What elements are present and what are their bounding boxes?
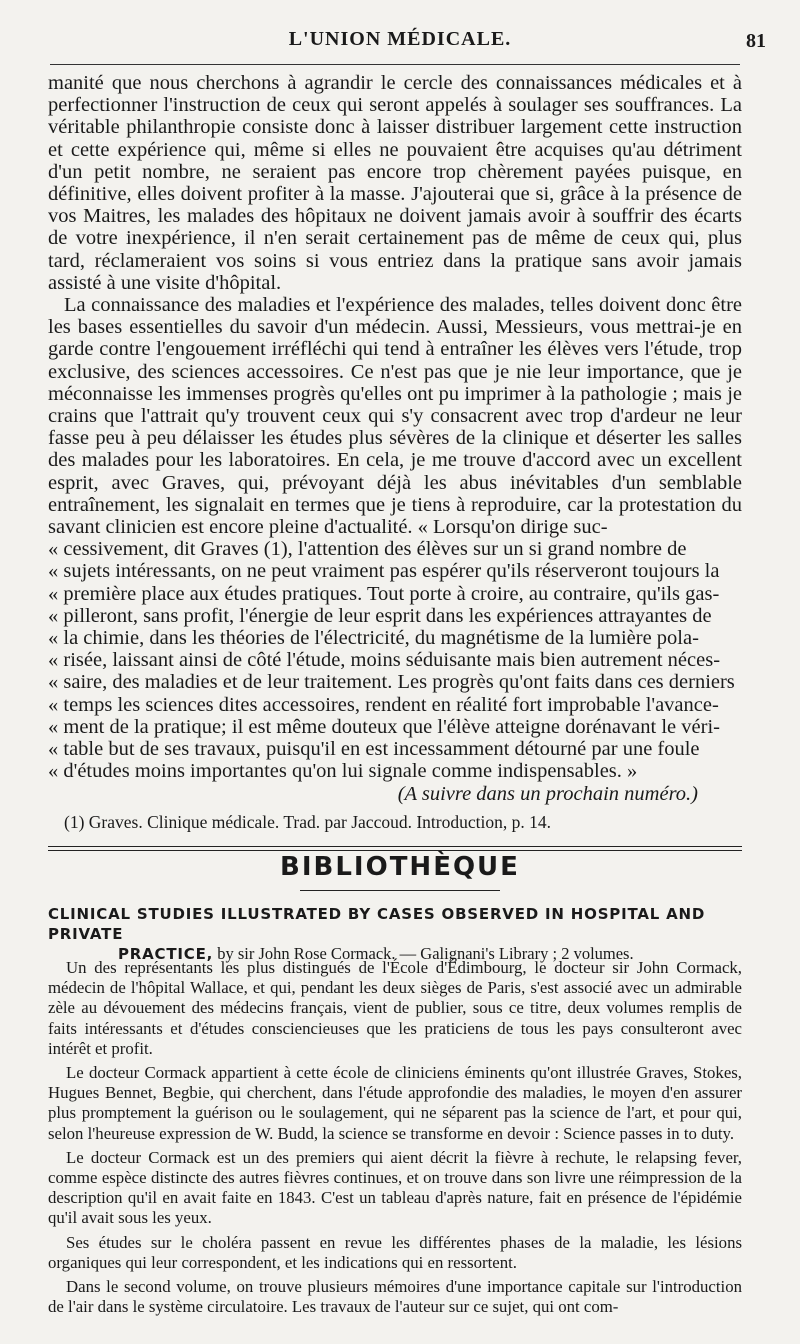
page-number: 81 bbox=[746, 30, 766, 52]
review-paragraph: Le docteur Cormack appartient à cette école de cliniciens éminents qu'ont illustrée Graves, Stokes, Hugues Bennet, Begbie, qui cherchent, dans l'étude approfondie des maladies, le moyen d'en assurer plus promptement la guérison ou le soulagement, qui ne séparent pas la science de l'art, et pour qui, selon l'heureuse expression de W. Budd, la science se transforme en devoir : Science passes in to duty. bbox=[48, 1063, 742, 1143]
quote-line: « risée, laissant ainsi de côté l'étude, moins séduisante mais bien autrement néces- bbox=[48, 649, 721, 672]
quote-line: « d'études moins importantes qu'on lui signale comme indispensables. » bbox=[48, 760, 638, 783]
section-heading: BIBLIOTHÈQUE bbox=[280, 852, 520, 882]
graves-quote bbox=[48, 538, 742, 782]
book-title bbox=[48, 904, 742, 964]
paragraph-1: manité que nous cherchons à agrandir le cercle des connaissances médicales et à perfectionner l'instruction de ceux qui seront appelés à soulager ses souffrances. La véritable philanthropie consiste donc à laisser distribuer largement cette instruction et cette expérience qui, même si elles ne pouvaient être acquises qu'au détriment d'un petit nombre, ne seraient pas encore trop chèrement payées puisque, en définitive, elles doivent profiter à la masse. J'ajouterai que si, grâce à la présence de vos Maitres, les malades des hôpitaux ne doivent jamais avoir à souffrir des écarts de votre inexpérience, il n'en serait certainement pas de même de ceux qui, plus tard, réclameraient vos soins si vous entriez dans la pratique sans avoir jamais assisté à une visite d'hôpital. bbox=[48, 72, 742, 294]
quote-line: « table but de ses travaux, puisqu'il en est incessamment détourné par une foule bbox=[48, 738, 700, 761]
article-body bbox=[48, 72, 742, 805]
review-paragraph: Ses études sur le choléra passent en revue les différentes phases de la maladie, les lésions organiques qui leur correspondent, et les indications qui en ressortent. bbox=[48, 1232, 742, 1272]
running-head: L'UNION MÉDICALE. bbox=[288, 28, 512, 50]
review-paragraph: Le docteur Cormack est un des premiers qui aient décrit la fièvre à rechute, le relapsing fever, comme espèce distincte des autres fièvres continues, et on trouve dans son livre une réimpression de la description qu'il en avait faite en 1843. C'est un tableau d'après nature, fait en présence de l'épidémie qu'il avait sous les yeux. bbox=[48, 1147, 742, 1228]
review-paragraph: Dans le second volume, on trouve plusieurs mémoires d'une importance capitale sur l'introduction de l'air dans le système circulatoire. Les travaux de l'auteur sur ce sujet, qui ont com- bbox=[48, 1277, 742, 1317]
quote-line: « temps les sciences dites accessoires, rendent en réalité fort improbable l'avance- bbox=[48, 693, 719, 716]
book-title-caps: PRACTICE, bbox=[118, 945, 214, 963]
paragraph-2: La connaissance des maladies et l'expérience des malades, telles doivent donc être les bases essentielles du savoir d'un médecin. Aussi, Messieurs, vous mettrai-je en garde contre l'engouement irréfléchi qui tend à entraîner les élèves vers l'étude, trop exclusive, des sciences accessoires. Ce n'est pas que je nie leur importance, que je méconnaisse les immenses progrès qu'elles ont pu imprimer à la pathologie ; mais je crains que l'attrait qu'y trouvent ceux qui s'y consacrent avec trop d'ardeur ne leur fasse peu à peu délaisser les études plus sévères de la clinique et déserter les salles des malades pour les laboratoires. En cela, je me trouve d'accord avec un excellent esprit, avec Graves, qui, prévoyant déjà les abus inévitables d'un semblable entraînement, les signalait en termes que je tiens à reproduire, car la protestation du savant clinicien est encore pleine d'actualité. « Lorsqu'on dirige suc- bbox=[48, 294, 742, 539]
section-divider bbox=[48, 846, 742, 847]
heading-rule bbox=[300, 890, 500, 891]
quote-line: « première place aux études pratiques. Tout porte à croire, au contraire, qu'ils gas- bbox=[48, 582, 720, 605]
quote-line: « la chimie, dans les théories de l'électricité, du magnétisme de la lumière pola- bbox=[48, 627, 699, 650]
quote-line: « saire, des maladies et de leur traitement. Les progrès qu'ont faits dans ces derniers bbox=[48, 671, 735, 694]
quote-line: « sujets intéressants, on ne peut vraiment pas espérer qu'ils réserveront toujours la bbox=[48, 560, 720, 583]
quote-line: « ment de la pratique; il est même douteux que l'élève atteigne dorénavant le véri- bbox=[48, 715, 720, 738]
page-header bbox=[0, 28, 800, 58]
review-body bbox=[48, 958, 742, 1321]
quote-line: « pilleront, sans profit, l'énergie de leur esprit dans les expériences attrayantes de bbox=[48, 604, 712, 627]
book-title-line-1: CLINICAL STUDIES ILLUSTRATED BY CASES OBSERVED IN HOSPITAL AND PRIVATE bbox=[48, 905, 706, 943]
continued-note: (A suivre dans un prochain numéro.) bbox=[397, 782, 698, 805]
header-rule bbox=[50, 64, 740, 65]
review-paragraph: Un des représentants les plus distingués de l'École d'Édimbourg, le docteur sir John Cormack, médecin de l'hôpital Wallace, et qui, pendant les deux sièges de Paris, s'est associé avec un admirable zèle au dévouement des médecins français, vient de publier, sous ce titre, deux volumes remplis de faits intéressants et d'études consciencieuses que les praticiens de tous les pays consulteront avec intérêt et profit. bbox=[48, 958, 742, 1058]
quote-line: « cessivement, dit Graves (1), l'attention des élèves sur un si grand nombre de bbox=[48, 538, 687, 561]
book-author-publisher: by sir John Rose Cormack. — Galignani's Library ; 2 volumes. bbox=[213, 944, 634, 963]
footnote: (1) Graves. Clinique médicale. Trad. par Jaccoud. Introduction, p. 14. bbox=[64, 812, 551, 832]
section-divider bbox=[48, 850, 742, 851]
